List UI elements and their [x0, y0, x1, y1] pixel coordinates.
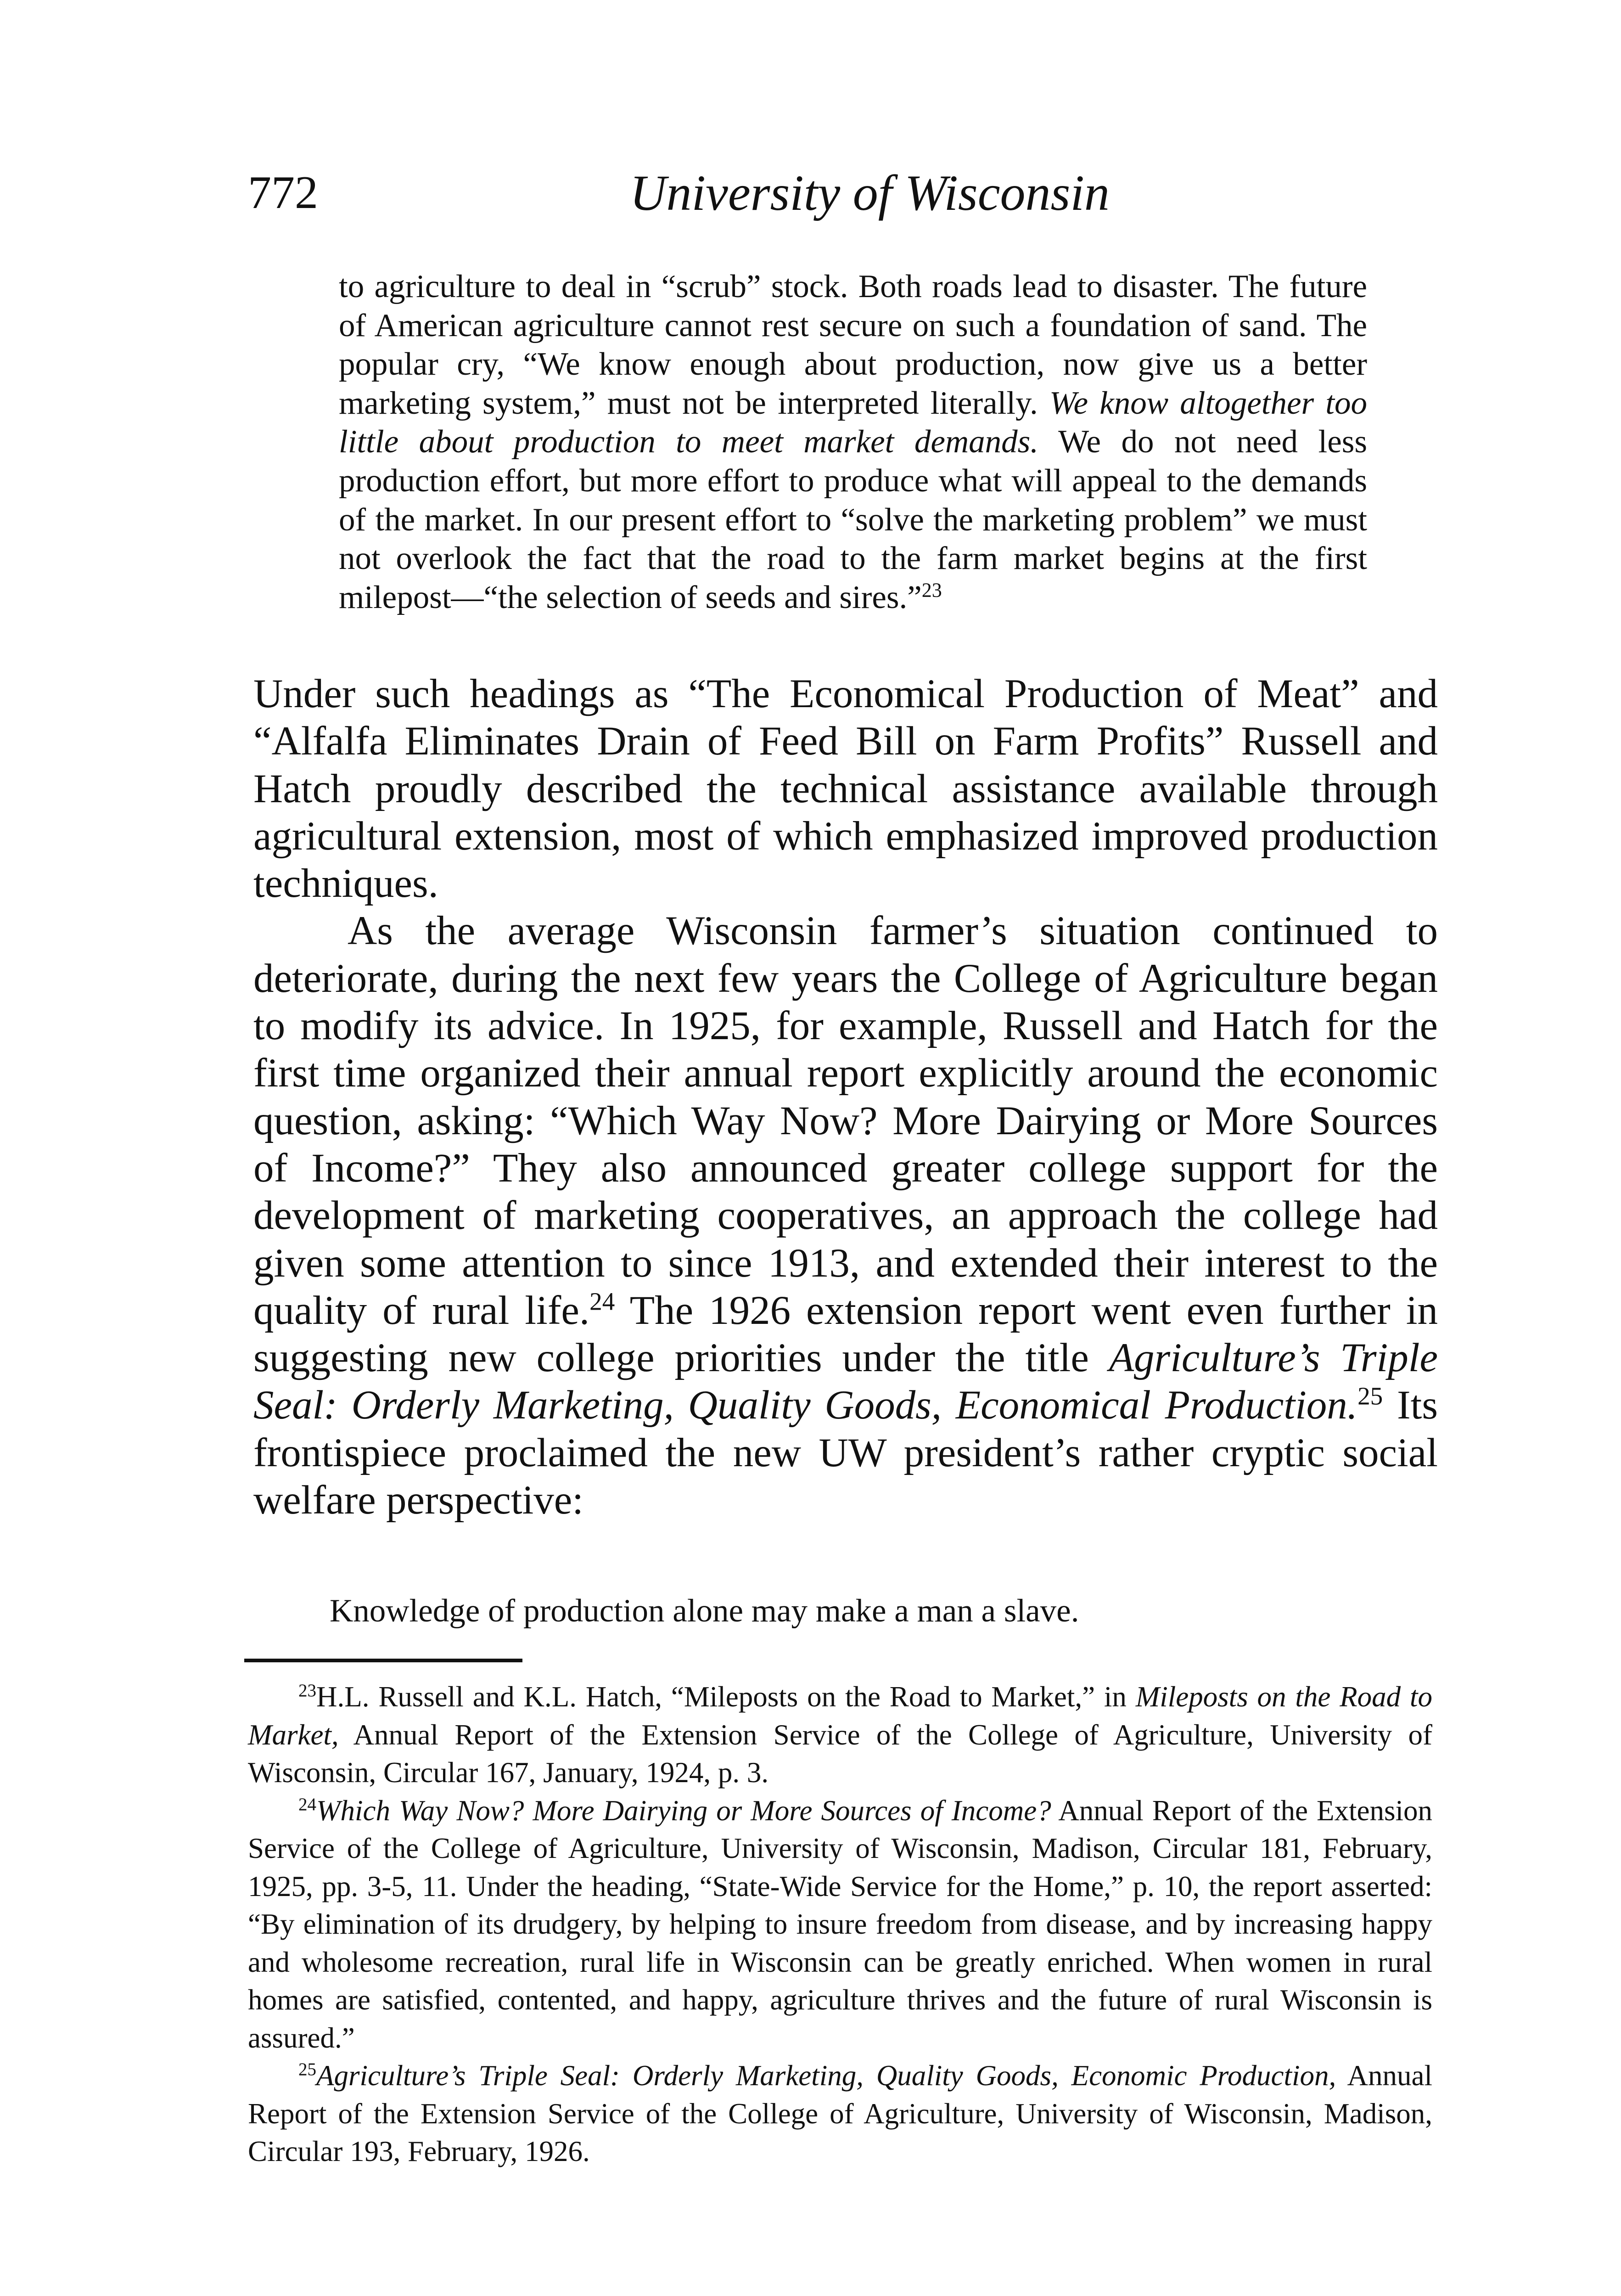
footnote-ref-25: 25	[1357, 1382, 1383, 1410]
body-text	[253, 670, 1438, 1524]
footnote-text: Annual Report of the Extension Service of the College of Agriculture, University of Wisconsin, Madison, Circular 193, February, 1926.	[248, 2060, 1432, 2167]
block-quote-text	[339, 267, 1367, 617]
footnote-number: 25	[298, 2060, 317, 2079]
footnote-text: Annual Report of the Extension Service of the College of Agriculture, University of Wisconsin, Madison, Circular 181, February, 1925, pp. 3-5, 11. Under the heading, “State-Wide Service for the Home,” p. 10, the report asserted: “By elimination of its drudgery, by helping to insure freedom from disease, and by increasing happy and wholesome recreation, rural life in Wisconsin can be greatly enriched. When women in rural homes are satisfied, contented, and happy, agriculture thrives and the future of rural Wisconsin is assured.”	[248, 1794, 1432, 2054]
block-quote	[339, 267, 1367, 617]
body-paragraph-2-text-1: As the average Wisconsin farmer’s situation continued to deteriorate, during the next few years the College of Agriculture began to modify its advice. In 1925, for example, Russell and Hatch for the first time organized their annual report explicitly around the economic question, asking: “Which Way Now? More Dairying or More Sources of Income?” They also announced greater college support for the development of marketing cooperatives, an approach the college had given some attention to since 1913, and extended their interest to the quality of rural life.	[253, 908, 1438, 1333]
footnotes	[248, 1678, 1432, 2171]
block-quote-emphasis: We know altogether too little about production to meet market demands.	[339, 385, 1367, 460]
body-paragraph-2-text-3: Its frontispiece proclaimed the new UW president’s rather cryptic social welfare perspective:	[253, 1383, 1438, 1523]
footnote-25	[248, 2057, 1432, 2171]
footnote-23	[248, 1678, 1432, 1792]
footnote-text: H.L. Russell and K.L. Hatch, “Mileposts on the Road to Market,” in	[316, 1681, 1136, 1713]
footnote-ref-23: 23	[921, 579, 942, 602]
footnote-italic: Which Way Now? More Dairying or More Sources of Income?	[316, 1794, 1051, 1827]
page-number: 772	[248, 167, 318, 219]
footnote-24	[248, 1792, 1432, 2057]
running-title: University of Wisconsin	[630, 165, 1110, 221]
footnote-divider	[244, 1659, 522, 1662]
epigraph-quote: Knowledge of production alone may make a man a slave.	[330, 1593, 1079, 1629]
block-quote-text-2: We do not need less production effort, but more effort to produce what will appeal to the demands of the market. In our present effort to “solve the marketing problem” we must not overlook the fact that the road to the farm market begins at the first milepost—“the selection of seeds and sires.”	[339, 424, 1367, 615]
report-title-italic: Agriculture’s Triple Seal: Orderly Marketing, Quality Goods, Economical Production.	[253, 1335, 1438, 1428]
footnote-text: Annual Report of the Extension Service of the College of Agriculture, University of Wisconsin, Circular 167, January, 1924, p. 3.	[248, 1718, 1432, 1789]
footnote-italic: Mileposts on the Road to Market,	[248, 1681, 1432, 1751]
footnote-number: 24	[298, 1794, 317, 1814]
block-quote-text-1: to agriculture to deal in “scrub” stock. Both roads lead to disaster. The future of American agriculture cannot rest secure on such a foundation of sand. The popular cry, “We know enough about production, now give us a better marketing system,” must not be interpreted literally.	[339, 269, 1367, 421]
footnote-number: 23	[298, 1681, 317, 1700]
body-paragraph-1: Under such headings as “The Economical Production of Meat” and “Alfalfa Eliminates Drain of Feed Bill on Farm Profits” Russell and Hatch proudly described the technical assistance available through agricultural extension, most of which emphasized improved production techniques.	[253, 671, 1438, 906]
footnote-ref-24: 24	[589, 1287, 615, 1316]
page-header	[248, 165, 1442, 230]
body-paragraph-2	[253, 907, 1438, 1524]
footnote-italic: Agriculture’s Triple Seal: Orderly Marketing, Quality Goods, Economic Production,	[316, 2060, 1336, 2092]
body-paragraph-2-text-2: The 1926 extension report went even further in suggesting new college priorities under the title	[253, 1288, 1438, 1381]
